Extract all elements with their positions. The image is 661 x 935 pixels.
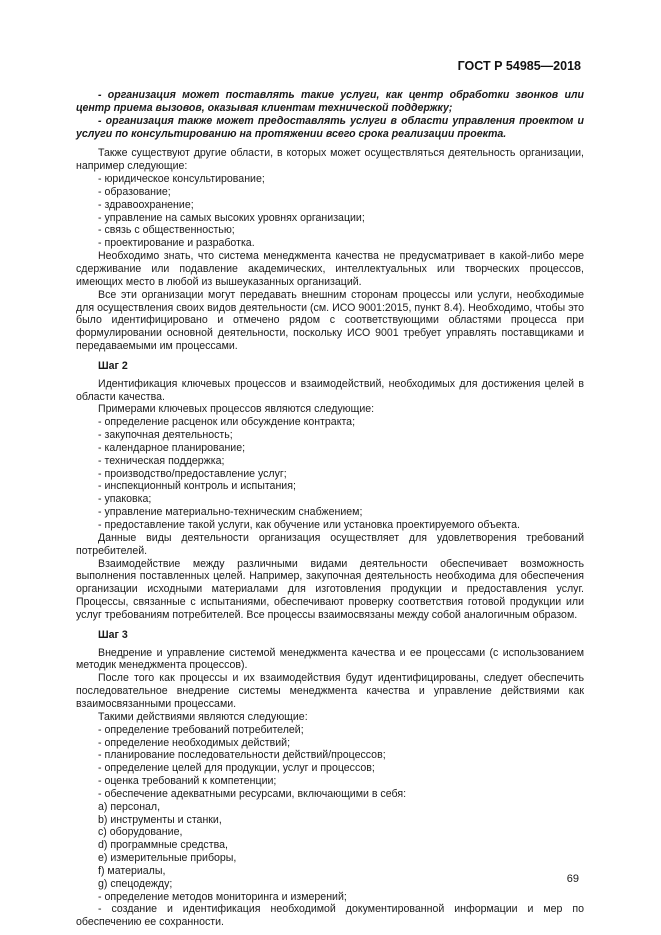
list-item: - оценка требований к компетенции; — [98, 775, 277, 788]
step-2-title: Шаг 2 — [98, 359, 128, 372]
list-item: - закупочная деятельность; — [98, 429, 233, 442]
page-content — [76, 89, 584, 929]
step-2-lead: Примерами ключевых процессов являются следующие: — [98, 403, 375, 416]
list-item: - определение методов мониторинга и измерений; — [98, 890, 347, 903]
sub-list-item: d) программные средства, — [98, 839, 228, 852]
list-item: - упаковка; — [98, 493, 152, 506]
list-item: - юридическое консультирование; — [98, 173, 265, 186]
intro-paragraph-2: - организация также может предоставлять услуги в области управления проектом и услуги по консультированию на протяжении всего срока реализации проекта. — [76, 114, 584, 140]
step-3-paragraph-2: После того как процессы и их взаимодействия будут идентифицированы, следует обеспечить последовательное внедрение системы менеджмента качества и управление действиями как взаимосвязанными процессами. — [76, 672, 584, 710]
list-item: - управление материально-техническим снабжением; — [98, 506, 363, 519]
sub-list-item: b) инструменты и станки, — [98, 813, 222, 826]
sub-list-item: f) материалы, — [98, 864, 166, 877]
intro-paragraph-1: - организация может поставлять такие услуги, как центр обработки звонков или центр приема вызовов, оказывая клиентам технической поддержку; — [76, 89, 584, 114]
list-item: - обеспечение адекватными ресурсами, включающими в себя: — [98, 787, 407, 800]
list-item: - создание и идентификация необходимой документированной информации и мер по обеспечению ее сохранности. — [76, 903, 584, 929]
list-item: - здравоохранение; — [98, 198, 194, 211]
list-item: - связь с общественностью; — [98, 224, 235, 237]
list-item: - производство/предоставление услуг; — [98, 467, 287, 480]
step-2-paragraph-3: Взаимодействие между различными видами деятельности обеспечивает возможность выполнения поставленных целей. Например, закупочная деятельность необходима для обеспечения организации исходными материалами для изготовления продукции и предоставления услуг. Процессы, связанные с испытаниями, обеспечивают проверку соответствия готовой продукции или услуг требованиям потребителей. Все процессы взаимосвязаны между собой аналогичным образом. — [76, 557, 584, 621]
list-item: - образование; — [98, 185, 171, 198]
step-3-lead: Такими действиями являются следующие: — [98, 710, 308, 723]
list-item: - определение требований потребителей; — [98, 723, 304, 736]
list-item: - определение необходимых действий; — [98, 736, 291, 749]
list-item: - календарное планирование; — [98, 441, 246, 454]
sub-list-item: g) спецодежду; — [98, 877, 173, 890]
step-2-paragraph-2: Данные виды деятельности организация осуществляет для удовлетворения требований потребителей. — [76, 531, 584, 557]
areas-lead: Также существуют другие области, в которых может осуществляться деятельность организации, например следующие: — [76, 147, 584, 173]
list-item: - планирование последовательности действий/процессов; — [98, 749, 386, 762]
list-item: - инспекционный контроль и испытания; — [98, 480, 296, 493]
list-item: - техническая поддержка; — [98, 454, 225, 467]
areas-note-1: Необходимо знать, что система менеджмента качества не предусматривает в какой-либо мере сдерживание или подавление академических, интеллектуальных или творческих процессов, имеющих место в любой из вышеуказанных организаций. — [76, 250, 584, 288]
document-id: ГОСТ Р 54985—2018 — [457, 59, 581, 73]
list-item: - определение расценок или обсуждение контракта; — [98, 416, 356, 429]
sub-list-item: a) персонал, — [98, 800, 161, 813]
list-item: - предоставление такой услуги, как обучение или установка проектируемого объекта. — [98, 519, 520, 531]
list-item: - проектирование и разработка. — [98, 237, 255, 250]
sub-list-item: e) измерительные приборы, — [98, 852, 237, 865]
step-2-paragraph-1: Идентификация ключевых процессов и взаимодействий, необходимых для достижения целей в области качества. — [76, 377, 584, 403]
step-3-paragraph-1: Внедрение и управление системой менеджмента качества и ее процессами (с использованием методик менеджмента процессов). — [76, 646, 584, 672]
list-item: - управление на самых высоких уровнях организации; — [98, 211, 365, 224]
page-number: 69 — [566, 873, 579, 885]
step-3-title: Шаг 3 — [98, 628, 128, 641]
areas-note-2: Все эти организации могут передавать внешним сторонам процессы или услуги, необходимые для осуществления своих видов деятельности (см. ИСО 9001:2015, пункт 8.4). Необходимо, чтобы это было идентифицировано и отмечено рядом с соответствующими областями процесса при формулировании основной деятельности, поскольку ИСО 9001 требует управлять поставщиками и передаваемыми им процессами. — [76, 288, 584, 353]
list-item: - определение целей для продукции, услуг и процессов; — [98, 762, 375, 775]
sub-list-item: c) оборудование, — [98, 826, 183, 839]
